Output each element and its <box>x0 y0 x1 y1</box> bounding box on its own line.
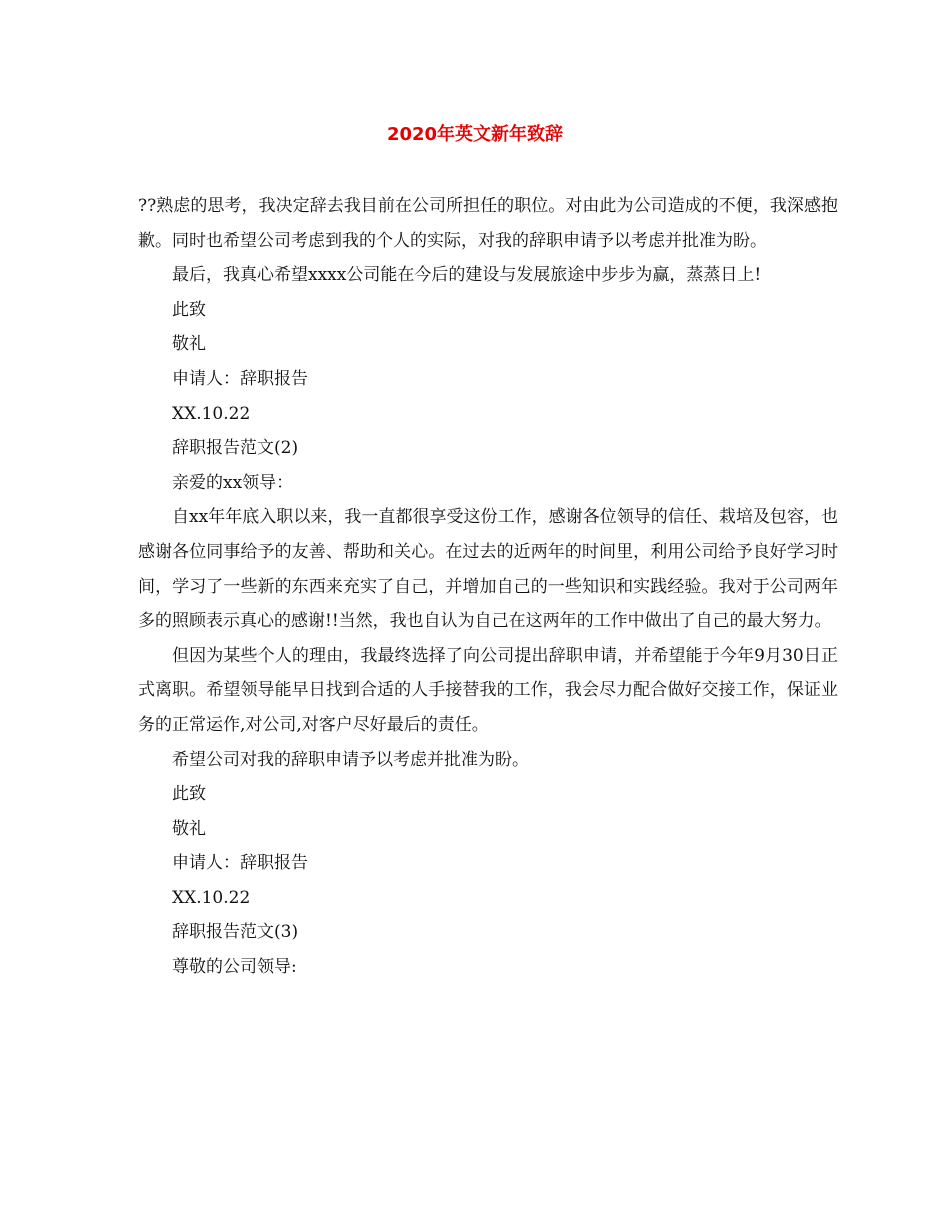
date-line-2: XX.10.22 <box>172 887 251 908</box>
paragraph-1: ??熟虑的思考，我决定辞去我目前在公司所担任的职位。对由此为公司造成的不便，我深感抱歉。同时也希望公司考虑到我的个人的实际，对我的辞职申请予以考虑并批准为盼。 <box>138 196 838 251</box>
applicant-line-1: 申请人：辞职报告 <box>172 368 308 389</box>
date-line-1: XX.10.22 <box>172 403 251 424</box>
salutation-closing-2: 此致 <box>172 784 206 805</box>
greeting-3: 尊敬的公司领导: <box>172 957 297 978</box>
paragraph-2: 最后，我真心希望xxxx公司能在今后的建设与发展旅途中步步为赢，蒸蒸日上! <box>172 265 762 286</box>
greeting-2: 亲爱的xx领导： <box>172 472 294 493</box>
section-heading-2: 辞职报告范文(2) <box>172 438 299 459</box>
regards-1: 敬礼 <box>172 334 206 355</box>
paragraph-body-2b: 但因为某些个人的理由，我最终选择了向公司提出辞职申请，并希望能于今年9月30日正式离职。希望领导能早日找到合适的人手接替我的工作，我会尽力配合做好交接工作，保证业务的正常运作,对公司,对客户尽好最后的责任。 <box>138 645 838 735</box>
paragraph-body-2c: 希望公司对我的辞职申请予以考虑并批准为盼。 <box>172 749 529 770</box>
section-heading-3: 辞职报告范文(3) <box>172 922 299 943</box>
paragraph-body-2a: 自xx年年底入职以来，我一直都很享受这份工作，感谢各位领导的信任、栽培及包容，也感谢各位同事给予的友善、帮助和关心。在过去的近两年的时间里，利用公司给予良好学习时间，学习了一些新的东西来充实了自己，并增加自己的一些知识和实践经验。我对于公司两年多的照顾表示真心的感谢!!当然，我也自认为自己在这两年的工作中做出了自己的最大努力。 <box>138 507 838 632</box>
regards-2: 敬礼 <box>172 818 206 839</box>
document-body <box>138 189 838 985</box>
salutation-closing-1: 此致 <box>172 299 206 320</box>
document-title: 2020年英文新年致辞 <box>386 124 564 145</box>
applicant-line-2: 申请人：辞职报告 <box>172 853 308 874</box>
